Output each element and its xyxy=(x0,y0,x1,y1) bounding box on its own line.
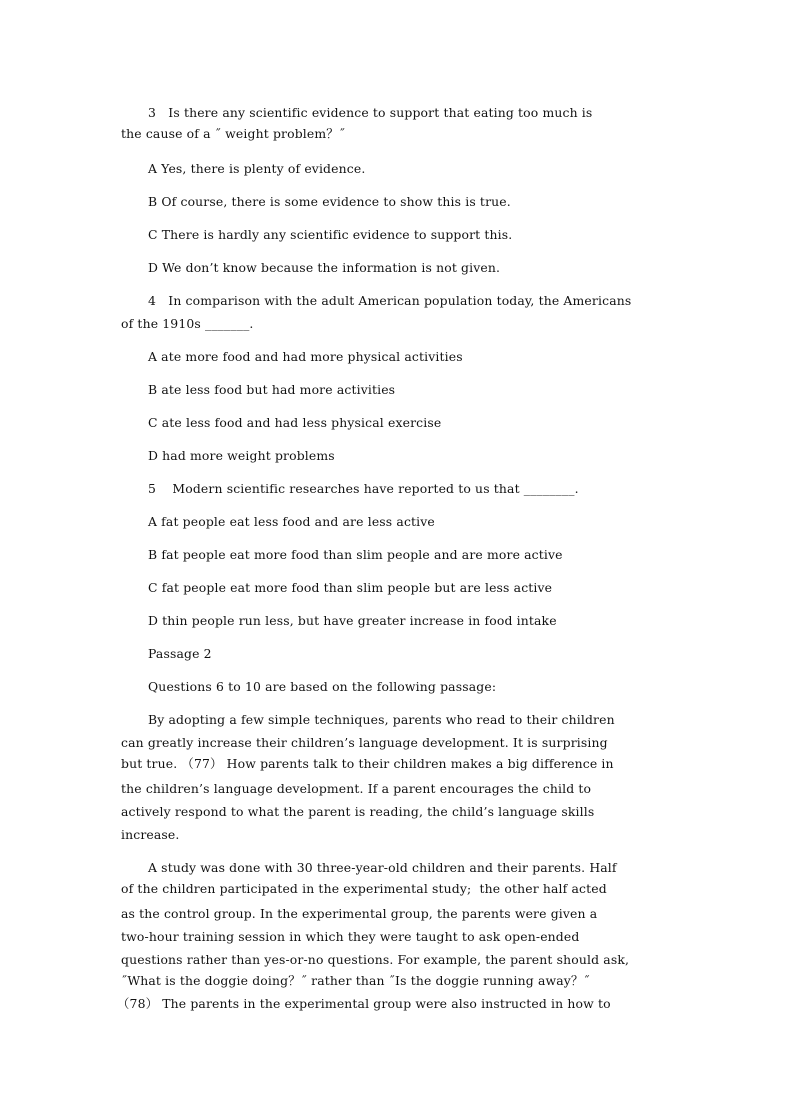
paragraph-1-line-4: the children’s language development. If a parent encourages the child to xyxy=(121,781,592,796)
paragraph-2-line-2: of the children participated in the experimental study; the other half acted xyxy=(121,881,607,896)
paragraph-2-line-6: ˝What is the doggie doing？˝ rather than ˝Is the doggie running away？˝ xyxy=(121,973,590,988)
question-5-option-a: A fat people eat less food and are less active xyxy=(148,514,435,529)
question-4-option-c: C ate less food and had less physical exercise xyxy=(148,415,442,430)
question-3-option-d: D We don’t know because the information is not given. xyxy=(148,260,501,275)
question-5-option-d: D thin people run less, but have greater increase in food intake xyxy=(148,613,557,628)
question-5-option-c: C fat people eat more food than slim people but are less active xyxy=(148,580,553,595)
question-4-option-b: B ate less food but had more activities xyxy=(148,382,396,397)
paragraph-1-line-5: actively respond to what the parent is reading, the child’s language skills xyxy=(121,804,595,819)
question-3-stem-line-2: the cause of a ˝ weight problem？˝ xyxy=(121,126,346,141)
question-5-option-b: B fat people eat more food than slim people and are more active xyxy=(148,547,563,562)
question-4-option-a: A ate more food and had more physical activities xyxy=(148,349,463,364)
paragraph-2-line-3: as the control group. In the experimental group, the parents were given a xyxy=(121,906,598,921)
passage-intro: Questions 6 to 10 are based on the following passage: xyxy=(148,679,497,694)
paragraph-1-line-2: can greatly increase their children’s language development. It is surprising xyxy=(121,735,608,750)
question-3-option-b: B Of course, there is some evidence to show this is true. xyxy=(148,194,511,209)
paragraph-2-line-1: A study was done with 30 three-year-old children and their parents. Half xyxy=(148,860,617,875)
paragraph-2-line-7: （78） The parents in the experimental group were also instructed in how to xyxy=(117,996,611,1011)
passage-title: Passage 2 xyxy=(148,646,212,661)
question-3-stem-line-1: 3 Is there any scientific evidence to support that eating too much is xyxy=(148,105,593,120)
question-3-option-c: C There is hardly any scientific evidence to support this. xyxy=(148,227,513,242)
question-3-option-a: A Yes, there is plenty of evidence. xyxy=(148,161,366,176)
question-4-option-d: D had more weight problems xyxy=(148,448,335,463)
paragraph-1-line-6: increase. xyxy=(121,827,180,842)
question-4-stem-line-1: 4 In comparison with the adult American population today, the Americans xyxy=(148,293,632,308)
paragraph-1-line-3: but true. （77） How parents talk to their children makes a big difference in xyxy=(121,756,614,771)
paragraph-2-line-5: questions rather than yes-or-no questions. For example, the parent should ask, xyxy=(121,952,630,967)
paragraph-1-line-1: By adopting a few simple techniques, parents who read to their children xyxy=(148,712,615,727)
question-4-stem-line-2: of the 1910s _______. xyxy=(121,316,254,331)
question-5-stem-line-1: 5 Modern scientific researches have reported to us that ________. xyxy=(148,481,579,496)
paragraph-2-line-4: two-hour training session in which they were taught to ask open-ended xyxy=(121,929,580,944)
